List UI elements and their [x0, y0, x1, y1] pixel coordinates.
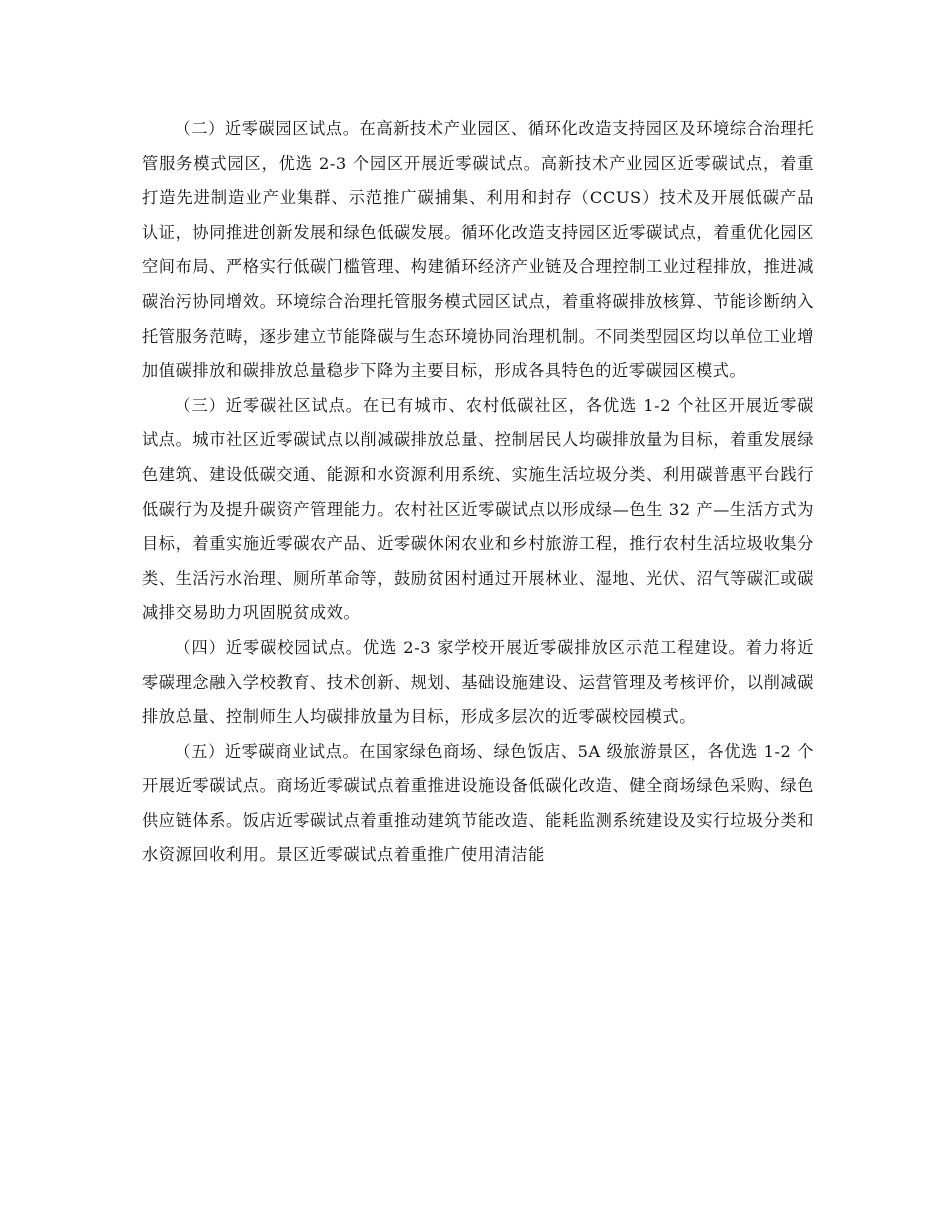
paragraph-commercial-pilot: （五）近零碳商业试点。在国家绿色商场、绿色饭店、5A 级旅游景区，各优选 1-2 个开展近零碳试点。商场近零碳试点着重推进设施设备低碳化改造、健全商场绿色采购、绿色供应链体系。饭店近零碳试点着重推动建筑节能改造、能耗监测系统建设及实行垃圾分类和水资源回收利用。景区近零碳试点着重推广使用清洁能 [142, 741, 814, 865]
paragraph-park-pilot: （二）近零碳园区试点。在高新技术产业园区、循环化改造支持园区及环境综合治理托管服务模式园区，优选 2-3 个园区开展近零碳试点。高新技术产业园区近零碳试点，着重打造先进制造业产业集群、示范推广碳捕集、利用和封存（CCUS）技术及开展低碳产品认证，协同推进创新发展和绿色低碳发展。循环化改造支持园区近零碳试点，着重优化园区空间布局、严格实行低碳门槛管理、构建循环经济产业链及合理控制工业过程排放，推进减碳治污协同增效。环境综合治理托管服务模式园区试点，着重将碳排放核算、节能诊断纳入托管服务范畴，逐步建立节能降碳与生态环境协同治理机制。不同类型园区均以单位工业增加值碳排放和碳排放总量稳步下降为主要目标，形成各具特色的近零碳园区模式。 [142, 119, 814, 381]
paragraph-community-pilot: （三）近零碳社区试点。在已有城市、农村低碳社区，各优选 1-2 个社区开展近零碳试点。城市社区近零碳试点以削减碳排放总量、控制居民人均碳排放量为目标，着重发展绿色建筑、建设低碳交通、能源和水资源利用系统、实施生活垃圾分类、利用碳普惠平台践行低碳行为及提升碳资产管理能力。农村社区近零碳试点以形成绿—色生 32 产—生活方式为目标，着重实施近零碳农产品、近零碳休闲农业和乡村旅游工程，推行农村生活垃圾收集分类、生活污水治理、厕所革命等，鼓励贫困村通过开展林业、湿地、光伏、沼气等碳汇或碳减排交易助力巩固脱贫成效。 [142, 395, 814, 623]
document-body [142, 112, 814, 873]
paragraph-campus-pilot: （四）近零碳校园试点。优选 2-3 家学校开展近零碳排放区示范工程建设。着力将近零碳理念融入学校教育、技术创新、规划、基础设施建设、运营管理及考核评价，以削减碳排放总量、控制师生人均碳排放量为目标，形成多层次的近零碳校园模式。 [142, 637, 814, 727]
